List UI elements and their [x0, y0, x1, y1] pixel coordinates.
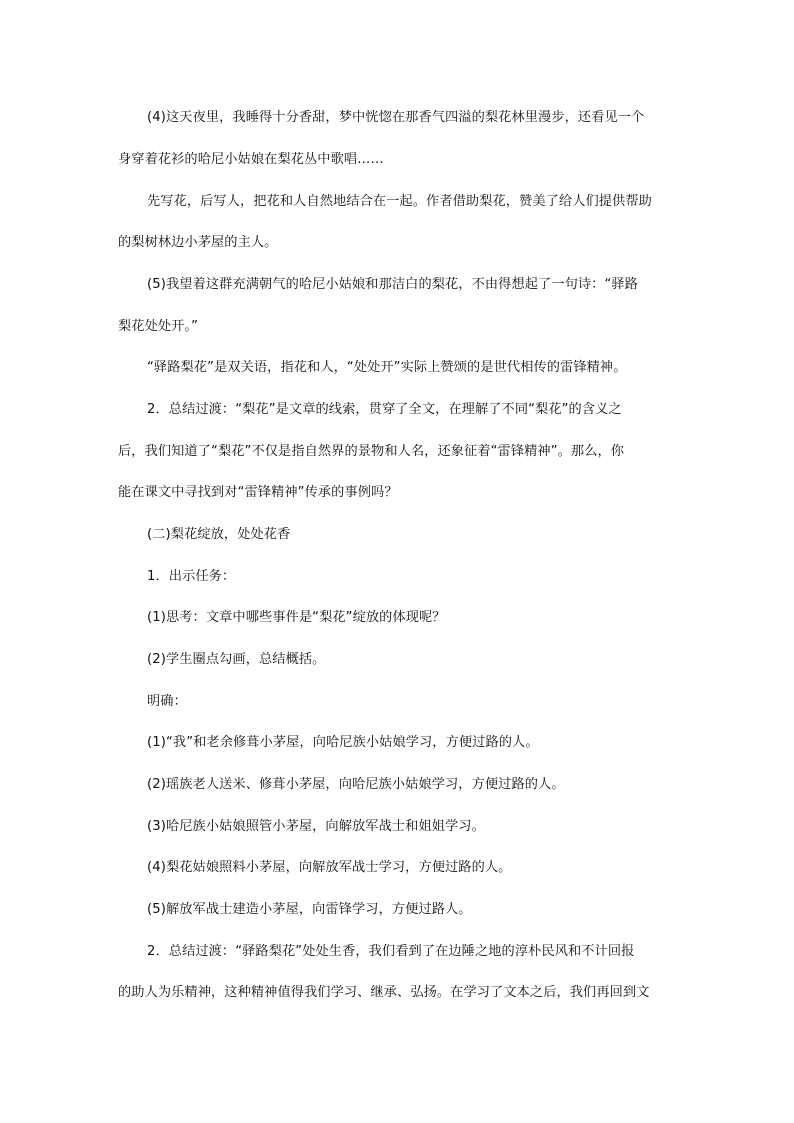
- list-item: (5)解放军战士建造小茅屋，向雷锋学习，方便过路人。: [147, 902, 472, 917]
- paragraph-line: 后，我们知道了“梨花”不仅是指自然界的景物和人名，还象征着“雷锋精神”。那么，你: [118, 444, 625, 459]
- paragraph-line: 能在课文中寻找到对“雷锋精神”传承的事例吗？: [118, 485, 398, 500]
- paragraph-line: 先写花，后写人，把花和人自然地结合在一起。作者借助梨花，赞美了给人们提供帮助: [147, 194, 652, 209]
- paragraph-line: (2)学生圈点勾画，总结概括。: [147, 652, 326, 667]
- list-item: (2)瑶族老人送米、修葺小茅屋，向哈尼族小姑娘学习，方便过路的人。: [147, 777, 565, 792]
- list-item: (1)“我”和老余修葺小茅屋，向哈尼族小姑娘学习，方便过路的人。: [147, 735, 539, 750]
- paragraph-line: 的助人为乐精神，这种精神值得我们学习、继承、弘扬。在学习了文本之后，我们再回到文: [118, 985, 650, 1000]
- paragraph-line: (1)思考：文章中哪些事件是“梨花”绽放的体现呢？: [147, 610, 446, 625]
- paragraph-line: 明确：: [147, 694, 187, 709]
- paragraph-line: 梨花处处开。”: [118, 319, 199, 334]
- paragraph-line: 2．总结过渡：“梨花”是文章的线索，贯穿了全文，在理解了不同“梨花”的含义之: [147, 402, 622, 417]
- paragraph-line: 的梨树林边小茅屋的主人。: [118, 235, 278, 250]
- paragraph-line: 身穿着花衫的哈尼小姑娘在梨花丛中歌唱……: [118, 152, 384, 167]
- list-item: (3)哈尼族小姑娘照管小茅屋，向解放军战士和姐姐学习。: [147, 819, 485, 834]
- paragraph-line: (4)这天夜里，我睡得十分香甜，梦中恍惚在那香气四溢的梨花林里漫步，还看见一个: [147, 110, 645, 125]
- paragraph-line: 1．出示任务：: [147, 569, 236, 584]
- paragraph-line: 2．总结过渡：“驿路梨花”处处生香，我们看到了在边陲之地的淳朴民风和不计回报: [147, 944, 635, 959]
- paragraph-line: (5)我望着这群充满朝气的哈尼小姑娘和那洁白的梨花，不由得想起了一句诗：“驿路: [147, 277, 638, 292]
- paragraph-line: “驿路梨花”是双关语，指花和人，“处处开”实际上赞颂的是世代相传的雷锋精神。: [147, 360, 627, 375]
- section-heading: (二)梨花绽放，处处花香: [147, 527, 291, 542]
- list-item: (4)梨花姑娘照料小茅屋，向解放军战士学习，方便过路的人。: [147, 860, 512, 875]
